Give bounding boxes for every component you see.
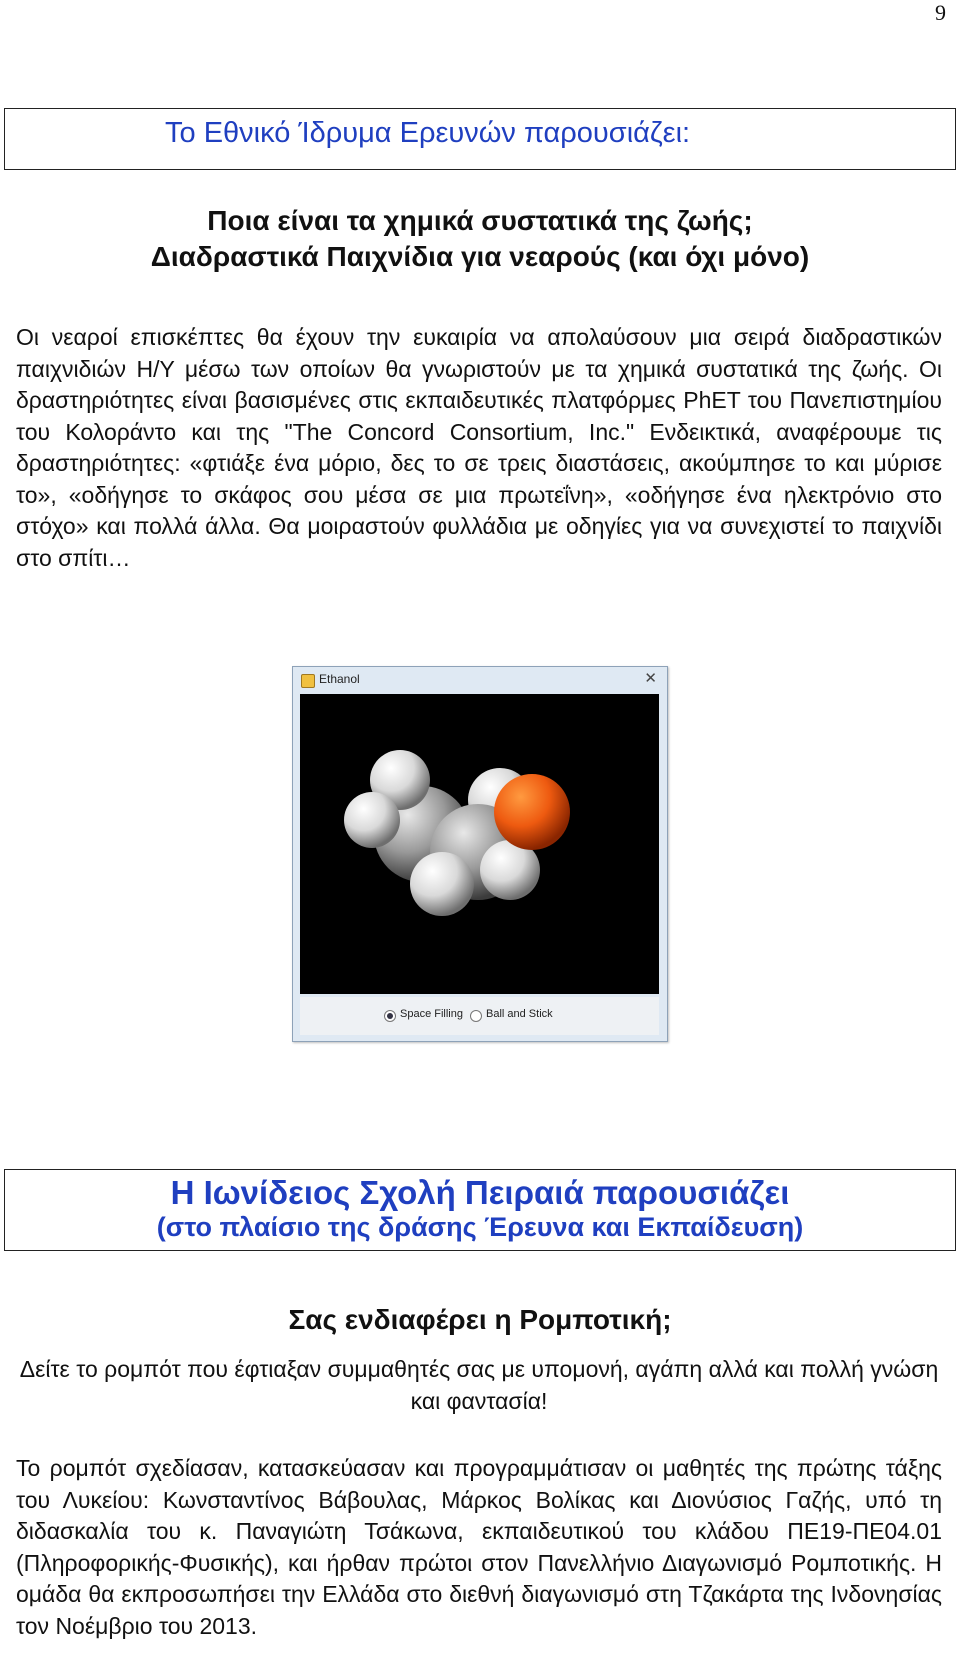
ball-and-stick-radio[interactable]	[470, 1010, 482, 1022]
section2-title: Σας ενδιαφέρει η Ρομποτική;	[288, 1304, 672, 1335]
section2-heading: Η Ιωνίδειος Σχολή Πειραιά παρουσιάζει	[170, 1174, 790, 1211]
hydrogen-atom	[344, 792, 400, 848]
hydrogen-atom	[410, 852, 474, 916]
molecule-viewport[interactable]	[300, 694, 659, 994]
section1-header-box	[4, 108, 956, 170]
oxygen-atom	[494, 774, 570, 850]
ethanol-molecule-image	[300, 694, 659, 994]
section1-paragraph: Οι νεαροί επισκέπτες θα έχουν την ευκαιρία να απολαύσουν μια σειρά διαδραστικών παιχνιδιών Η/Υ μέσω των οποίων θα γνωριστούν με τα χημικά συστατικά της ζωής. Οι δραστηριότητες είναι βασισμένες στις εκπαιδευτικές πλατφόρμες PhET του Πανεπιστημίου του Κολοράντο και της "The Concord Consortium, Inc." Ενδεικτικά, αναφέρουμε τις δραστηριότητες: «φτιάξε ένα μόριο, δες το σε τρεις διαστάσεις, ακούμπησε το και μύρισε το», «οδήγησε το σκάφος σου μέσα σε μια πρωτεΐνη», «οδήγησε ένα ηλεκτρόνιο στο στόχο» και πολλά άλλα. Θα μοιραστούν φυλλάδια με οδηγίες για να συνεχιστεί το παιχνίδι στο σπίτι…	[16, 324, 942, 571]
section1-title	[0, 203, 960, 275]
section1-title-line2: Διαδραστικά Παιχνίδια για νεαρούς (και όχι μόνο)	[150, 241, 810, 272]
page-number: 9	[935, 0, 946, 25]
section2-intro: Δείτε το ρομπότ που έφτιαξαν συμμαθητές σας με υπομονή, αγάπη αλλά και πολλή γνώση και φαντασία!	[19, 1356, 939, 1414]
display-mode-options	[300, 997, 659, 1035]
space-filling-radio[interactable]	[384, 1010, 396, 1022]
ball-and-stick-label[interactable]: Ball and Stick	[486, 1008, 553, 1020]
java-app-icon	[301, 674, 315, 688]
window-titlebar[interactable]	[293, 667, 667, 693]
close-icon[interactable]: ✕	[644, 670, 657, 687]
section1-heading: Το Εθνικό Ίδρυμα Ερευνών παρουσιάζει:	[165, 117, 691, 149]
section2-header-box	[4, 1169, 956, 1251]
section2-paragraph: Το ρομπότ σχεδίασαν, κατασκεύασαν και προγραμμάτισαν οι μαθητές της πρώτης τάξης του Λυκείου: Κωνσταντίνος Βάβουλας, Μάρκος Βολίκας και Διονύσιος Γαζής, υπό τη διδασκαλία του κ. Παναγιώτη Τσάκωνα, εκπαιδευτικού του κλάδου ΠΕ19-ΠΕ04.01 (Πληροφορικής-Φυσικής), και ήρθαν πρώτοι στον Πανελλήνιο Διαγωνισμό Ρομποτικής. Η ομάδα θα εκπροσωπήσει την Ελλάδα στο διεθνή διαγωνισμό στη Τζακάρτα της Ινδονησίας τον Νοέμβριο του 2013.	[16, 1455, 942, 1639]
ethanol-app-window[interactable]	[292, 666, 668, 1042]
space-filling-label[interactable]: Space Filling	[400, 1008, 463, 1020]
section2-subheading: (στο πλαίσιο της δράσης Έρευνα και Εκπαίδευση)	[156, 1212, 804, 1242]
section1-title-line1: Ποια είναι τα χημικά συστατικά της ζωής;	[207, 205, 753, 236]
window-title: Ethanol	[319, 672, 360, 686]
